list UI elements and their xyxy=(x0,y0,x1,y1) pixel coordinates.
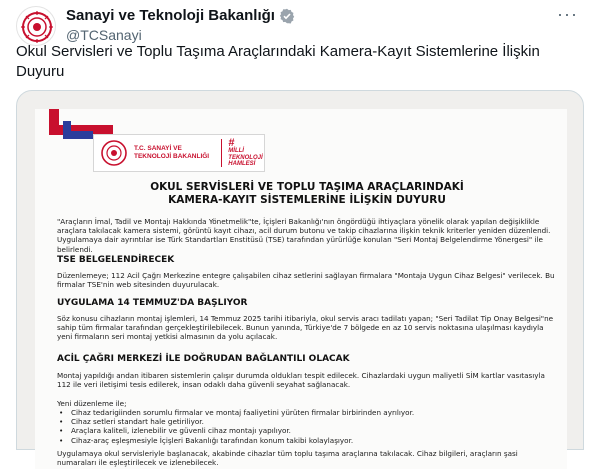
change-list xyxy=(57,408,557,445)
section-heading: ACİL ÇAĞRI MERKEZİ İLE DOĞRUDAN BAĞLANTILI OLACAK xyxy=(57,354,350,364)
more-horizontal-icon[interactable]: ··· xyxy=(557,4,578,24)
tweet-media-image[interactable] xyxy=(16,90,584,468)
closing-paragraph: Uygulamaya okul servisleriyle başlanacak, akabinde cihazlar tüm toplu taşıma araçlarına takılacak. Cihaz bilgileri, araçların şasi numaraları ile eşleştirilecek ve izlenebilecek. xyxy=(57,449,518,468)
section-paragraph: Söz konusu cihazların montaj işlemleri, 14 Temmuz 2025 tarihi itibariyla, okul servis aracı tadilatı yapan; "Seri Tadilat Tip Onay Belgesi"ne sahip tüm firmalar tarafından gerçekleştirilebilecek. Bunun yanında, Türkiye'de 7 bölgede en az 10 servis noktasına ulaşılması kaydıyla yeni firmaların seri montaj yetkisi almasının da yolu açılacak. xyxy=(57,314,554,342)
author-name[interactable]: Sanayi ve Teknoloji Bakanlığı xyxy=(66,7,275,24)
list-intro: Yeni düzenleme ile; xyxy=(57,399,127,408)
section-heading: TSE BELGELENDİRECEK xyxy=(57,255,175,265)
list-item: • Cihaz tedarigiinden sorumlu firmalar ve montaj faaliyetini yürüten firmalar birbirinden ayrılıyor. xyxy=(57,408,557,417)
section-paragraph: Montaj yapıldığı andan itibaren sistemlerin çalışır durumda oldukları tespit edilecek. Cihazlardaki uygun maliyetli SİM kartlar vasıtasıyla 112 ile veri iletişimi tesis edilerek, insan odaklı daha güvenli seyahat sağlanacak. xyxy=(57,371,545,390)
avatar[interactable] xyxy=(16,6,56,46)
milli-teknoloji-logo: # MİLLİ TEKNOLOJİ HAMLESİ xyxy=(228,137,263,168)
document-title: OKUL SERVİSLERİ VE TOPLU TAŞIMA ARAÇLARINDAKİ KAMERA-KAYIT SİSTEMLERİNE İLİŞKİN DUYURU xyxy=(150,181,464,206)
section-heading: UYGULAMA 14 TEMMUZ'DA BAŞLIYOR xyxy=(57,298,248,308)
list-item: • Cihaz setleri standart hale getiriliyor. xyxy=(57,417,557,426)
corner-accent xyxy=(63,131,93,139)
list-item: • Cihaz-araç eşleşmesiyle İçişleri Bakanlığı tarafından konum takibi kolaylaşıyor. xyxy=(57,436,557,445)
author-block xyxy=(66,7,295,43)
ministry-seal-icon xyxy=(100,139,128,167)
section-paragraph: Düzenlemeye; 112 Acil Çağrı Merkezine entegre çalışabilen cihaz setlerini sağlayan firmalara "Montaja Uygun Cihaz Belgesi" verilecek. Bu firmalar TSE'nin web sitesinden duyurulacak. xyxy=(57,271,555,290)
logo-divider xyxy=(221,139,222,167)
intro-paragraph: "Araçların İmal, Tadil ve Montajı Hakkında Yönetmelik"te, İçişleri Bakanlığı'nın öngördüğü ihtiyaçlara yönelik olarak yapılan değişiklikle araçlara takılacak kamera sistemi, görüntü kayıt cihazı, acil durum butonu ve takip cihazlarına ilişkin teknik kriterler yeniden düzenlendi. Uygulamaya dair ayrıntılar ise Türk Standartları Enstitüsü (TSE) tarafından yürürlüğe konulan "Seri Montaj Belgelendirme Yönergesi" ile belirlendi. xyxy=(57,217,551,254)
verified-badge-icon xyxy=(279,8,295,24)
ministry-logo-text: T.C. SANAYİ VE TEKNOLOJİ BAKANLIĞI xyxy=(134,145,210,160)
ministry-seal-icon xyxy=(17,7,57,47)
list-item: • Araçlara kaliteli, izlenebilir ve güvenli cihaz montajı yapılıyor. xyxy=(57,426,557,435)
author-handle[interactable]: @TCSanayi xyxy=(66,27,142,43)
announcement-document xyxy=(35,109,567,469)
ministry-logo xyxy=(93,134,265,172)
tweet-text: Okul Servisleri ve Toplu Taşıma Araçlarındaki Kamera-Kayıt Sistemlerine İlişkin Duyuru xyxy=(16,43,540,80)
